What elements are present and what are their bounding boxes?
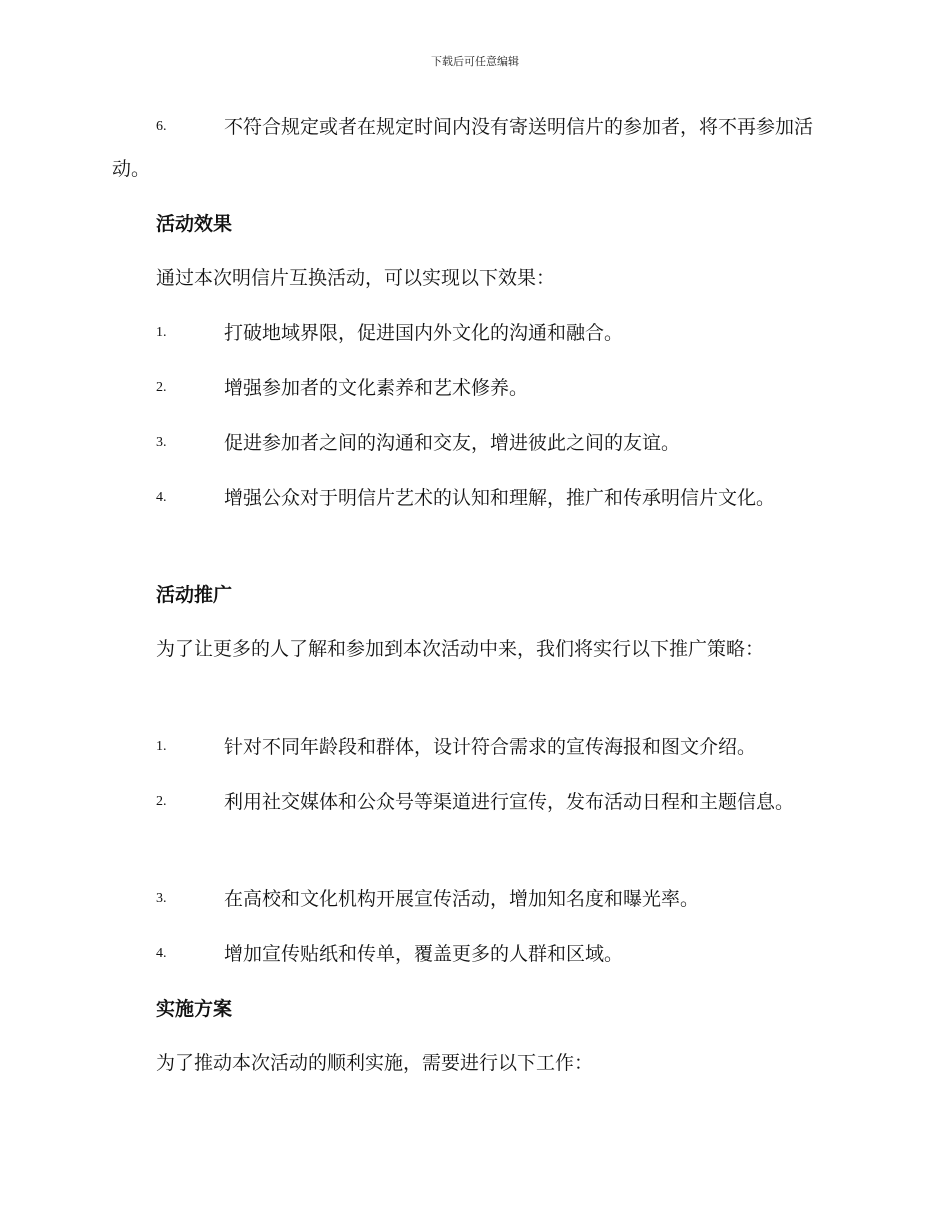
list-number: 1. xyxy=(156,739,167,754)
list-number: 2. xyxy=(156,794,167,809)
list-item xyxy=(112,422,837,464)
section-heading-implementation: 实施方案 xyxy=(156,998,233,1020)
section-heading-promotion: 活动推广 xyxy=(156,584,233,606)
list-text: 增强参加者的文化素养和艺术修养。 xyxy=(224,377,529,399)
list-text: 针对不同年龄段和群体，设计符合需求的宣传海报和图文介绍。 xyxy=(224,736,757,758)
list-item xyxy=(112,106,837,190)
list-number: 4. xyxy=(156,946,167,961)
list-item xyxy=(112,312,837,354)
paragraph: 为了让更多的人了解和参加到本次活动中来，我们将实行以下推广策略： xyxy=(156,638,765,660)
list-item xyxy=(112,367,837,409)
list-text: 在高校和文化机构开展宣传活动，增加知名度和曝光率。 xyxy=(224,888,700,910)
list-number: 2. xyxy=(156,380,167,395)
section-heading-effects: 活动效果 xyxy=(156,213,233,235)
list-number: 3. xyxy=(156,891,167,906)
list-item xyxy=(112,477,837,519)
list-text: 增加宣传贴纸和传单，覆盖更多的人群和区域。 xyxy=(224,943,624,965)
page-header-note: 下载后可任意编辑 xyxy=(431,55,519,68)
list-text: 利用社交媒体和公众号等渠道进行宣传，发布活动日程和主题信息。 xyxy=(224,791,795,813)
list-text: 促进参加者之间的沟通和交友，增进彼此之间的友谊。 xyxy=(224,432,681,454)
list-number: 1. xyxy=(156,325,167,340)
list-number: 6. xyxy=(156,119,167,134)
paragraph: 通过本次明信片互换活动，可以实现以下效果： xyxy=(156,267,556,289)
list-text: 增强公众对于明信片艺术的认知和理解，推广和传承明信片文化。 xyxy=(224,487,776,509)
list-number: 4. xyxy=(156,490,167,505)
list-item xyxy=(112,726,837,768)
list-item xyxy=(112,878,837,920)
list-text: 打破地域界限，促进国内外文化的沟通和融合。 xyxy=(224,322,624,344)
paragraph: 为了推动本次活动的顺利实施，需要进行以下工作： xyxy=(156,1052,594,1074)
list-number: 3. xyxy=(156,435,167,450)
list-item xyxy=(112,933,837,975)
list-item xyxy=(112,781,837,823)
list-text: 不符合规定或者在规定时间内没有寄送明信片的参加者，将不再参加活动。 xyxy=(112,116,814,180)
